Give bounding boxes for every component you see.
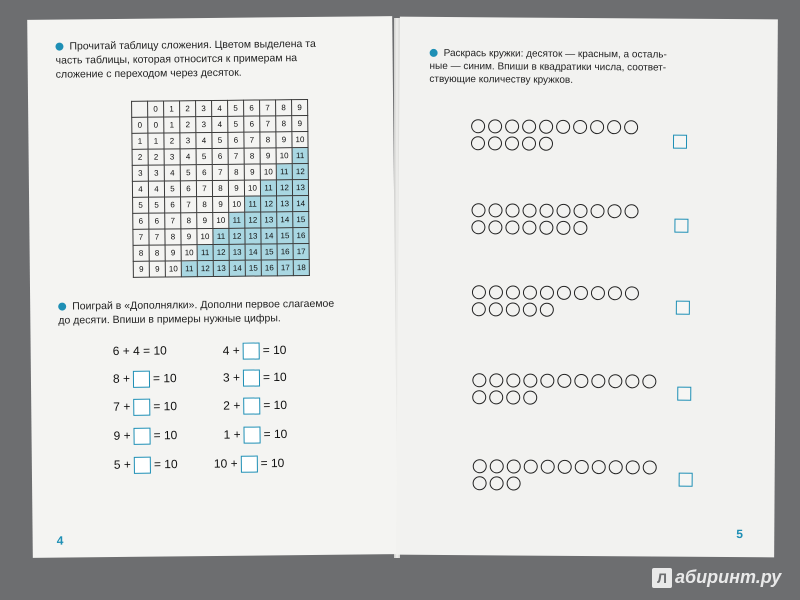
circle-to-color[interactable] bbox=[490, 459, 504, 473]
circle-to-color[interactable] bbox=[642, 374, 656, 388]
circle-to-color[interactable] bbox=[608, 286, 622, 300]
equation-result: = 10 bbox=[263, 397, 288, 413]
circle-to-color[interactable] bbox=[625, 374, 639, 388]
circle-row bbox=[472, 285, 639, 300]
table-cell: 3 bbox=[148, 165, 164, 181]
table-cell: 13 bbox=[292, 179, 308, 195]
equation-operator: + bbox=[123, 428, 131, 443]
equation-term: 4 bbox=[132, 343, 140, 358]
answer-box[interactable] bbox=[133, 371, 150, 388]
circle-to-color[interactable] bbox=[574, 286, 588, 300]
watermark-text: абиринт.ру bbox=[675, 567, 782, 587]
circle-to-color[interactable] bbox=[539, 120, 553, 134]
table-cell: 2 bbox=[164, 133, 180, 149]
circle-to-color[interactable] bbox=[540, 374, 554, 388]
equation-result: = 10 bbox=[143, 343, 167, 358]
table-cell: 7 bbox=[212, 164, 228, 180]
table-cell: 12 bbox=[213, 244, 229, 260]
equation-term: 2 bbox=[223, 398, 231, 413]
table-cell: 7 bbox=[260, 116, 276, 132]
table-cell: 6 bbox=[149, 213, 165, 229]
circle-to-color[interactable] bbox=[624, 120, 638, 134]
count-answer-box[interactable] bbox=[679, 473, 693, 487]
table-row bbox=[133, 227, 309, 245]
table-cell: 8 bbox=[244, 148, 260, 164]
table-header-cell: 7 bbox=[260, 100, 276, 116]
table-cell: 10 bbox=[229, 196, 245, 212]
page-number-left: 4 bbox=[56, 533, 64, 548]
circle-to-color[interactable] bbox=[625, 286, 639, 300]
equation bbox=[113, 427, 177, 445]
answer-box[interactable] bbox=[134, 457, 151, 474]
table-row bbox=[133, 259, 309, 277]
table-cell: 13 bbox=[245, 228, 261, 244]
table-row-header-cell: 5 bbox=[133, 197, 149, 213]
table-cell: 4 bbox=[212, 116, 228, 132]
table-cell: 10 bbox=[276, 148, 292, 164]
equation bbox=[113, 370, 177, 388]
right-page bbox=[396, 17, 778, 558]
table-cell: 6 bbox=[244, 116, 260, 132]
circle-to-color[interactable] bbox=[556, 120, 570, 134]
task1-line1: Прочитай таблицу сложения. Цветом выделена та bbox=[69, 37, 316, 53]
circle-to-color[interactable] bbox=[607, 204, 621, 218]
table-cell: 9 bbox=[292, 115, 308, 131]
table-cell: 9 bbox=[181, 229, 197, 245]
table-cell: 16 bbox=[261, 260, 277, 276]
task1-line3: сложение с переходом через десяток. bbox=[55, 66, 242, 81]
circle-to-color[interactable] bbox=[556, 204, 570, 218]
circle-to-color[interactable] bbox=[590, 204, 604, 218]
circle-to-color[interactable] bbox=[471, 203, 485, 217]
equation-operator: + bbox=[232, 343, 240, 358]
equation-operator: + bbox=[230, 456, 238, 471]
equation-term: 6 bbox=[112, 343, 120, 359]
table-cell: 18 bbox=[293, 259, 309, 275]
table-cell: 8 bbox=[165, 229, 181, 245]
table-cell: 13 bbox=[277, 196, 293, 212]
table-cell: 2 bbox=[148, 149, 164, 165]
table-cell: 6 bbox=[228, 132, 244, 148]
circle-to-color[interactable] bbox=[471, 220, 485, 234]
circle-to-color[interactable] bbox=[489, 390, 503, 404]
table-header-cell: 8 bbox=[276, 100, 292, 116]
circle-to-color[interactable] bbox=[522, 204, 536, 218]
task-bullet-icon bbox=[55, 43, 63, 51]
circle-to-color[interactable] bbox=[505, 203, 519, 217]
task-bullet-icon bbox=[58, 303, 66, 311]
circle-to-color[interactable] bbox=[505, 136, 519, 150]
table-cell: 9 bbox=[213, 196, 229, 212]
right-task-line2: ные — синим. Впиши в квадратики числа, соответ- bbox=[429, 60, 667, 74]
circle-to-color[interactable] bbox=[490, 476, 504, 490]
circle-to-color[interactable] bbox=[557, 374, 571, 388]
table-row bbox=[132, 147, 308, 165]
circle-to-color[interactable] bbox=[575, 460, 589, 474]
circle-to-color[interactable] bbox=[471, 119, 485, 133]
circle-to-color[interactable] bbox=[624, 204, 638, 218]
table-header-cell: 0 bbox=[148, 101, 164, 117]
circle-to-color[interactable] bbox=[523, 391, 537, 405]
table-header-cell: 6 bbox=[244, 100, 260, 116]
table-row-header-cell: 0 bbox=[132, 117, 148, 133]
answer-box[interactable] bbox=[133, 399, 150, 416]
circle-to-color[interactable] bbox=[558, 460, 572, 474]
table-row bbox=[132, 179, 308, 197]
circle-groups bbox=[400, 17, 778, 20]
circle-to-color[interactable] bbox=[471, 136, 485, 150]
table-cell: 7 bbox=[181, 197, 197, 213]
table-cell: 8 bbox=[260, 132, 276, 148]
left-page bbox=[27, 16, 398, 558]
table-cell: 17 bbox=[293, 243, 309, 259]
circle-row bbox=[473, 476, 521, 490]
table-cell: 16 bbox=[277, 244, 293, 260]
circle-to-color[interactable] bbox=[489, 285, 503, 299]
table-cell: 10 bbox=[260, 164, 276, 180]
table-cell: 2 bbox=[180, 117, 196, 133]
circle-row bbox=[471, 119, 638, 134]
addition-table bbox=[131, 99, 310, 278]
table-cell: 3 bbox=[164, 149, 180, 165]
table-cell: 14 bbox=[293, 195, 309, 211]
equation-operator: + bbox=[233, 398, 241, 413]
circle-to-color[interactable] bbox=[592, 460, 606, 474]
circle-to-color[interactable] bbox=[506, 302, 520, 316]
equation-operator: + bbox=[122, 371, 131, 386]
labirint-watermark bbox=[652, 567, 781, 588]
equation-result: = 10 bbox=[153, 457, 178, 472]
table-cell: 14 bbox=[261, 228, 277, 244]
table-cell: 8 bbox=[197, 196, 213, 212]
table-cell: 5 bbox=[212, 132, 228, 148]
table-cell: 5 bbox=[196, 148, 212, 164]
table-row bbox=[133, 195, 309, 213]
table-row-header-cell: 4 bbox=[132, 181, 148, 197]
table-cell: 9 bbox=[244, 164, 260, 180]
table-cell: 8 bbox=[228, 164, 244, 180]
circle-to-color[interactable] bbox=[540, 303, 554, 317]
labirint-logo-icon: Л bbox=[652, 568, 672, 588]
circle-to-color[interactable] bbox=[522, 137, 536, 151]
table-cell: 13 bbox=[213, 260, 229, 276]
equation bbox=[113, 343, 167, 358]
table-cell: 7 bbox=[244, 132, 260, 148]
task2-text bbox=[58, 296, 378, 327]
table-cell: 15 bbox=[277, 228, 293, 244]
circle-to-color[interactable] bbox=[626, 460, 640, 474]
table-row bbox=[133, 211, 309, 229]
circle-to-color[interactable] bbox=[505, 220, 519, 234]
equation bbox=[223, 397, 287, 415]
task-bullet-icon bbox=[430, 49, 438, 57]
table-header-cell: 4 bbox=[212, 100, 228, 116]
circle-to-color[interactable] bbox=[608, 374, 622, 388]
table-cell: 11 bbox=[260, 180, 276, 196]
right-task-line1: Раскрась кружки: десяток — красным, а осталь- bbox=[443, 47, 667, 61]
table-cell: 15 bbox=[293, 211, 309, 227]
circle-to-color[interactable] bbox=[540, 286, 554, 300]
table-cell: 4 bbox=[148, 181, 164, 197]
circle-row bbox=[472, 390, 537, 404]
table-cell: 10 bbox=[292, 131, 308, 147]
equation-term: 4 bbox=[222, 343, 230, 358]
table-cell: 7 bbox=[228, 148, 244, 164]
circle-to-color[interactable] bbox=[473, 476, 487, 490]
task1-line2: часть таблицы, которая относится к примерам на bbox=[55, 52, 298, 67]
answer-box[interactable] bbox=[134, 428, 151, 445]
table-cell: 9 bbox=[276, 132, 292, 148]
task1-text bbox=[55, 36, 375, 81]
equation bbox=[223, 426, 287, 444]
task2-line1: Поиграй в «Дополнялки». Дополни первое слагаемое bbox=[72, 297, 335, 313]
circle-to-color[interactable] bbox=[573, 221, 587, 235]
equation-result: = 10 bbox=[153, 428, 178, 443]
count-answer-box[interactable] bbox=[676, 301, 690, 315]
table-row-header-cell: 2 bbox=[132, 149, 148, 165]
table-cell: 5 bbox=[164, 181, 180, 197]
circle-to-color[interactable] bbox=[488, 220, 502, 234]
circle-to-color[interactable] bbox=[522, 221, 536, 235]
answer-box[interactable] bbox=[243, 370, 260, 387]
table-cell: 11 bbox=[213, 228, 229, 244]
circle-to-color[interactable] bbox=[590, 120, 604, 134]
answer-box[interactable] bbox=[243, 343, 260, 360]
table-cell: 5 bbox=[180, 165, 196, 181]
circle-to-color[interactable] bbox=[488, 136, 502, 150]
table-cell: 10 bbox=[181, 245, 197, 261]
circle-row bbox=[472, 373, 656, 388]
table-cell: 8 bbox=[149, 245, 165, 261]
circle-to-color[interactable] bbox=[539, 221, 553, 235]
table-row bbox=[132, 131, 308, 149]
table-cell: 3 bbox=[196, 116, 212, 132]
circle-to-color[interactable] bbox=[507, 476, 521, 490]
answer-box[interactable] bbox=[240, 456, 257, 473]
table-cell: 11 bbox=[197, 244, 213, 260]
table-row-header-cell: 6 bbox=[133, 213, 149, 229]
table-cell: 16 bbox=[293, 227, 309, 243]
equation bbox=[214, 455, 285, 473]
equation-operator: + bbox=[123, 457, 131, 472]
circle-to-color[interactable] bbox=[539, 137, 553, 151]
table-cell: 1 bbox=[164, 117, 180, 133]
table-cell: 5 bbox=[228, 116, 244, 132]
table-cell: 8 bbox=[181, 213, 197, 229]
circle-to-color[interactable] bbox=[643, 460, 657, 474]
table-cell: 15 bbox=[245, 260, 261, 276]
circle-to-color[interactable] bbox=[573, 204, 587, 218]
table-row bbox=[133, 243, 309, 261]
equation-operator: + bbox=[232, 370, 241, 385]
table-header-cell: 9 bbox=[292, 99, 308, 115]
equation bbox=[223, 369, 287, 387]
equation-term: 8 bbox=[112, 371, 120, 386]
table-cell: 6 bbox=[196, 164, 212, 180]
equation-operator: + bbox=[233, 427, 241, 442]
circle-to-color[interactable] bbox=[506, 390, 520, 404]
circle-row bbox=[471, 136, 553, 151]
circle-to-color[interactable] bbox=[489, 302, 503, 316]
circle-to-color[interactable] bbox=[472, 373, 486, 387]
table-cell: 14 bbox=[277, 212, 293, 228]
circle-to-color[interactable] bbox=[557, 286, 571, 300]
equation-result: = 10 bbox=[263, 426, 288, 442]
table-cell: 14 bbox=[229, 260, 245, 276]
table-cell: 17 bbox=[277, 260, 293, 276]
table-cell: 9 bbox=[149, 261, 165, 277]
circle-to-color[interactable] bbox=[507, 459, 521, 473]
equation-result: = 10 bbox=[260, 455, 285, 471]
table-cell: 12 bbox=[261, 196, 277, 212]
table-cell: 6 bbox=[212, 148, 228, 164]
table-cell: 1 bbox=[148, 133, 164, 149]
table-cell: 8 bbox=[276, 116, 292, 132]
table-cell: 11 bbox=[181, 261, 197, 277]
answer-box[interactable] bbox=[244, 427, 261, 444]
task2-line2: до десяти. Впиши в примеры нужные цифры. bbox=[58, 312, 281, 327]
circle-to-color[interactable] bbox=[488, 119, 502, 133]
circle-to-color[interactable] bbox=[556, 221, 570, 235]
table-header-cell: 3 bbox=[196, 100, 212, 116]
table-cell: 7 bbox=[196, 180, 212, 196]
circle-to-color[interactable] bbox=[489, 373, 503, 387]
table-cell: 4 bbox=[164, 165, 180, 181]
count-answer-box[interactable] bbox=[677, 387, 691, 401]
table-cell: 10 bbox=[244, 180, 260, 196]
circle-to-color[interactable] bbox=[573, 120, 587, 134]
equation-term: 1 bbox=[223, 427, 231, 442]
table-cell: 11 bbox=[292, 147, 308, 163]
table-cell: 13 bbox=[229, 244, 245, 260]
table-row-header-cell: 9 bbox=[133, 261, 149, 277]
table-cell: 11 bbox=[245, 196, 261, 212]
table-cell: 12 bbox=[276, 180, 292, 196]
table-cell: 4 bbox=[196, 132, 212, 148]
table-cell: 10 bbox=[165, 261, 181, 277]
table-cell: 9 bbox=[197, 212, 213, 228]
equation-result: = 10 bbox=[152, 371, 177, 386]
circle-to-color[interactable] bbox=[472, 390, 486, 404]
equation bbox=[114, 456, 178, 474]
table-corner-cell bbox=[132, 101, 148, 117]
equation-result: = 10 bbox=[262, 369, 287, 385]
circle-to-color[interactable] bbox=[539, 204, 553, 218]
equation bbox=[223, 342, 287, 360]
table-row bbox=[132, 163, 308, 181]
circle-to-color[interactable] bbox=[488, 203, 502, 217]
count-answer-box[interactable] bbox=[674, 219, 688, 233]
circle-to-color[interactable] bbox=[541, 460, 555, 474]
circle-to-color[interactable] bbox=[523, 303, 537, 317]
answer-box[interactable] bbox=[243, 398, 260, 415]
circle-to-color[interactable] bbox=[523, 374, 537, 388]
equation-operator: + bbox=[123, 399, 131, 414]
circle-to-color[interactable] bbox=[524, 460, 538, 474]
equation-operator: + bbox=[122, 343, 130, 358]
table-cell: 10 bbox=[213, 212, 229, 228]
table-cell: 4 bbox=[180, 149, 196, 165]
table-cell: 7 bbox=[165, 213, 181, 229]
table-cell: 6 bbox=[165, 197, 181, 213]
table-cell: 11 bbox=[229, 212, 245, 228]
table-header-cell: 2 bbox=[180, 101, 196, 117]
table-cell: 9 bbox=[228, 180, 244, 196]
equation-term: 7 bbox=[113, 399, 121, 414]
circle-to-color[interactable] bbox=[591, 374, 605, 388]
circle-to-color[interactable] bbox=[505, 119, 519, 133]
equation-result: = 10 bbox=[262, 342, 287, 358]
table-row-header-cell: 8 bbox=[133, 245, 149, 261]
circle-to-color[interactable] bbox=[523, 286, 537, 300]
table-header-cell: 5 bbox=[228, 100, 244, 116]
table-cell: 12 bbox=[245, 212, 261, 228]
table-cell: 9 bbox=[165, 245, 181, 261]
table-cell: 12 bbox=[292, 163, 308, 179]
right-task-line3: ствующие количеству кружков. bbox=[429, 73, 574, 86]
circle-row bbox=[471, 220, 587, 235]
equation-term: 9 bbox=[113, 428, 121, 443]
circle-to-color[interactable] bbox=[473, 459, 487, 473]
table-cell: 6 bbox=[180, 181, 196, 197]
equation-term: 10 bbox=[213, 456, 228, 471]
table-cell: 11 bbox=[276, 164, 292, 180]
table-cell: 10 bbox=[197, 228, 213, 244]
circle-to-color[interactable] bbox=[607, 120, 621, 134]
circle-row bbox=[471, 203, 638, 218]
equation-result: = 10 bbox=[153, 399, 178, 414]
table-cell: 12 bbox=[197, 260, 213, 276]
table-header-cell: 1 bbox=[164, 101, 180, 117]
circle-to-color[interactable] bbox=[506, 285, 520, 299]
circle-to-color[interactable] bbox=[472, 302, 486, 316]
table-cell: 7 bbox=[149, 229, 165, 245]
circle-to-color[interactable] bbox=[574, 374, 588, 388]
table-cell: 9 bbox=[260, 148, 276, 164]
table-cell: 14 bbox=[245, 244, 261, 260]
table-cell: 0 bbox=[148, 117, 164, 133]
circle-to-color[interactable] bbox=[506, 373, 520, 387]
table-cell: 5 bbox=[149, 197, 165, 213]
table-row-header-cell: 7 bbox=[133, 229, 149, 245]
circle-to-color[interactable] bbox=[522, 120, 536, 134]
equation-term: 3 bbox=[222, 370, 230, 385]
circle-row bbox=[473, 459, 657, 474]
table-row bbox=[132, 115, 308, 133]
table-row-header-cell: 1 bbox=[132, 133, 148, 149]
table-cell: 12 bbox=[229, 228, 245, 244]
table-cell: 8 bbox=[212, 180, 228, 196]
table-cell: 13 bbox=[261, 212, 277, 228]
equation-term: 5 bbox=[113, 457, 121, 472]
circle-to-color[interactable] bbox=[472, 285, 486, 299]
circle-to-color[interactable] bbox=[591, 286, 605, 300]
page-number-right: 5 bbox=[736, 527, 744, 542]
table-row-header-cell: 3 bbox=[132, 165, 148, 181]
circle-to-color[interactable] bbox=[609, 460, 623, 474]
equation bbox=[113, 398, 177, 416]
table-cell: 3 bbox=[180, 133, 196, 149]
right-task-text bbox=[429, 47, 749, 88]
circle-row bbox=[472, 302, 554, 317]
count-answer-box[interactable] bbox=[673, 135, 687, 149]
table-cell: 15 bbox=[261, 244, 277, 260]
